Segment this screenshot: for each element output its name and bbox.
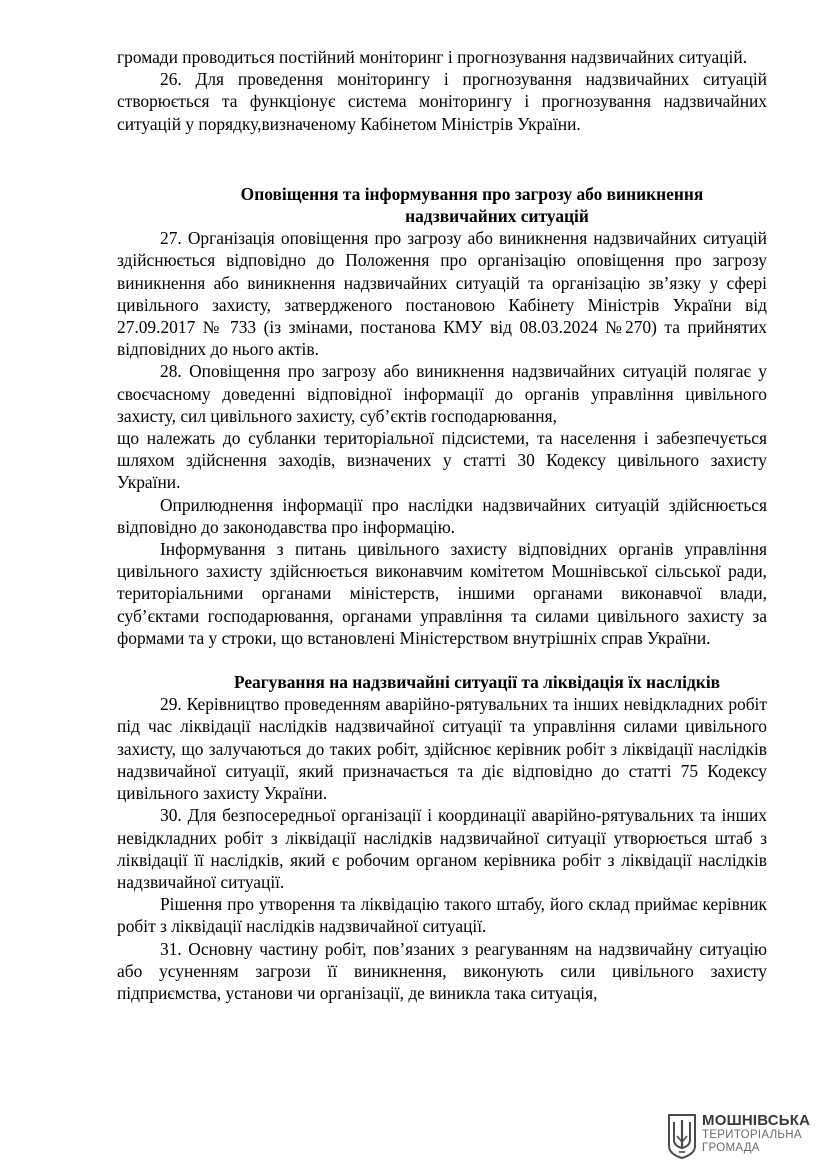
paragraph-28: 28. Оповіщення про загрозу або виникнення надзвичайних ситуацій полягає у своєчасному доведенні відповідної інформації до органів управління цивільного захисту, сил цивільного захисту, суб’єктів господарювання, — [117, 361, 767, 426]
paragraph-27: 27. Організація оповіщення про загрозу або виникнення надзвичайних ситуацій здійснюється відповідно до Положення про організацію оповіщення про загрозу виникнення або виникнення надзвичайних ситуацій та організацію зв’язку у сфері цивільного захисту, затвердженого постановою Кабінету Міністрів України від 27.09.2017 № 733 (із змінами, постанова КМУ від 08.03.2024 №270) та прийнятих відповідних до нього актів. — [117, 228, 767, 360]
section-heading-response: Реагування на надзвичайні ситуації та ліквідація їх наслідків — [233, 672, 721, 693]
paragraph-30: 30. Для безпосередньої організації і координації аварійно-рятувальних та інших невідкладних робіт з ліквідації наслідків надзвичайної ситуації утворюється штаб з ліквідації її наслідків, який є робочим органом керівника робіт з ліквідації наслідків надзвичайної ситуації. — [117, 805, 767, 892]
logo-subtitle-1: ТЕРИТОРІАЛЬНА — [702, 1129, 802, 1141]
document-page — [117, 46, 767, 1004]
heading-line-2: надзвичайних ситуацій — [405, 206, 589, 227]
paragraph-29: 29. Керівництво проведенням аварійно-рятувальних та інших невідкладних робіт під час ліквідації наслідків надзвичайної ситуації та управління силами цивільного захисту, що залучаються до таких робіт, здійснює керівник робіт з ліквідації наслідків надзвичайної ситуації, який призначається та діє відповідно до статті 75 Кодексу цивільного захисту України. — [117, 694, 767, 804]
spacer — [117, 649, 767, 671]
paragraph-28-publication: Оприлюднення інформації про наслідки надзвичайних ситуацій здійснюється відповідно до законодавства про інформацію. — [117, 494, 767, 537]
paragraph-31: 31. Основну частину робіт, пов’язаних з реагуванням на надзвичайну ситуацію або усуненням загрози її виникнення, виконують сили цивільного захисту підприємства, установи чи організації, де виникла така ситуація, — [117, 938, 767, 1003]
paragraph-28-continuation: що належать до субланки територіальної підсистеми, та населення і забезпечується шляхом здійснення заходів, визначених у статті 30 Кодексу цивільного захисту України. — [117, 428, 767, 493]
logo-text — [702, 1113, 810, 1155]
paragraph-28-informing: Інформування з питань цивільного захисту відповідних органів управління цивільного захисту здійснюється виконавчим комітетом Мошнівської сільської ради, територіальними органами міністерств, іншими органами виконавчої влади, суб’єктами господарювання, органами управління та силами цивільного захисту за формами та у строки, що встановлені Міністерством внутрішніх справ України. — [117, 539, 767, 648]
logo-title: МОШНІВСЬКА — [702, 1112, 811, 1129]
paragraph-26: 26. Для проведення моніторингу і прогнозування надзвичайних ситуацій створюється та функціонує система моніторингу і прогнозування надзвичайних ситуацій у порядку,визначеному Кабінетом Міністрів України. — [117, 69, 767, 134]
heading-line-1: Оповіщення та інформування про загрозу або виникнення — [240, 183, 704, 204]
spacer — [117, 135, 767, 183]
paragraph-continuation: громади проводиться постійний моніторинг і прогнозування надзвичайних ситуацій. — [117, 47, 748, 67]
paragraph-30-decision: Рішення про утворення та ліквідацію такого штабу, його склад приймає керівник робіт з ліквідації наслідків надзвичайної ситуації. — [117, 894, 767, 937]
logo-subtitle-2: ГРОМАДА — [702, 1142, 760, 1154]
section-heading-notification — [117, 183, 767, 227]
community-logo — [666, 1112, 816, 1162]
trident-icon — [666, 1112, 698, 1160]
